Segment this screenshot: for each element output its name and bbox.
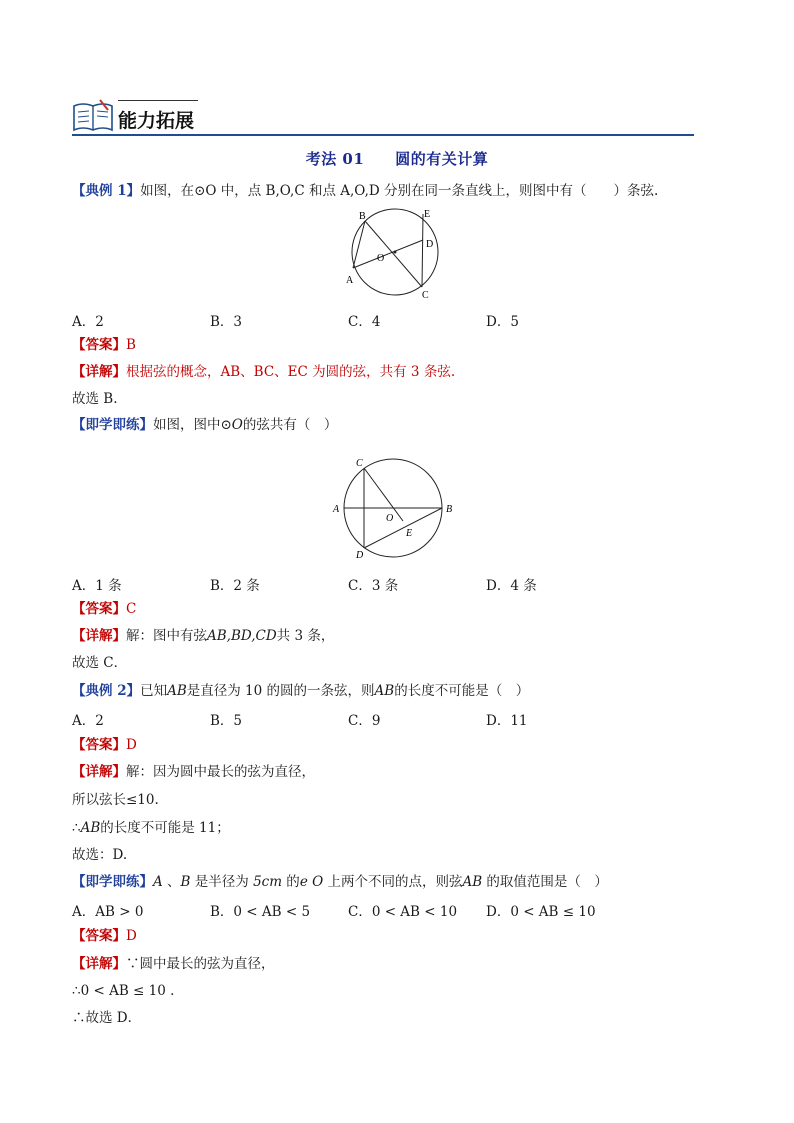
ex2-options — [72, 709, 722, 727]
ex2-question-mid: 是直径为 10 的圆的一条弦，则 — [186, 683, 375, 699]
ex2-option-a: A．2 — [72, 713, 104, 729]
ex1-option-a: A．2 — [72, 314, 104, 330]
pr1-answer-value: C — [126, 601, 137, 617]
ex1-options — [72, 310, 722, 328]
ex2-question-post: 的长度不可能是（ ） — [394, 683, 530, 699]
pr1-detail-math: AB,BD,CD — [207, 628, 277, 644]
ex1-question — [72, 182, 658, 200]
pr2-answer-tag: 【答案】 — [72, 928, 126, 944]
pr2-q-math-4: e O — [299, 874, 324, 890]
pr1-option-d: D．4 条 — [486, 578, 537, 594]
ex2-option-c: C．9 — [348, 713, 381, 729]
ex1-label-e: E — [424, 209, 431, 220]
header-title: 能力拓展 — [118, 110, 195, 132]
ex2-tag: 【典例 2】 — [72, 683, 141, 699]
ex1-option-c: C．4 — [348, 314, 381, 330]
pr1-answer — [72, 600, 136, 618]
pr2-tag: 【即学即练】 — [72, 874, 153, 890]
pr1-question-post: 的弦共有（ ） — [242, 417, 338, 433]
pr2-q-math-3: 5cm — [253, 874, 283, 890]
pr1-label-b: B — [446, 504, 453, 515]
pr2-option-b: B．0 < AB < 5 — [210, 904, 311, 920]
ex2-detail-tag: 【详解】 — [72, 764, 126, 780]
pr1-detail-post: 共 3 条， — [276, 628, 335, 644]
pr1-question-pre: 如图，图中 — [153, 417, 221, 433]
ex1-label-a: A — [346, 275, 354, 286]
pr2-detail — [72, 955, 275, 973]
pr1-detail-tag: 【详解】 — [72, 628, 126, 644]
ex1-label-o: O — [377, 253, 385, 264]
pr2-q-sep-5: 的取值范围是（ ） — [482, 874, 608, 890]
ex2-line2: 所以弦长≤10. — [72, 792, 159, 808]
pr1-answer-tag: 【答案】 — [72, 601, 126, 617]
pr1-option-a: A．1 条 — [72, 578, 122, 594]
pr1-question — [72, 416, 337, 434]
ex1-option-d: D．5 — [486, 314, 519, 330]
ex1-label-b: B — [359, 211, 366, 222]
pr2-option-c: C．0 < AB < 10 — [348, 904, 458, 920]
pr2-q-sep-2: 是半径为 — [190, 874, 254, 890]
pr1-tag: 【即学即练】 — [72, 417, 153, 433]
pr1-option-b: B．2 条 — [210, 578, 260, 594]
ex2-answer-value: D — [126, 737, 137, 753]
ex1-detail-text: 根据弦的概念，AB、BC、EC 为圆的弦，共有 3 条弦. — [126, 364, 456, 380]
pr1-detail — [72, 627, 334, 645]
pr1-label-o: O — [386, 513, 394, 524]
pr1-options — [72, 574, 722, 592]
pr2-answer-value: D — [126, 928, 137, 944]
ex1-answer-value: B — [126, 337, 136, 353]
ex2-line3 — [72, 819, 230, 837]
ex1-detail-tag: 【详解】 — [72, 364, 126, 380]
pr1-figure — [330, 455, 460, 565]
ex2-answer-tag: 【答案】 — [72, 737, 126, 753]
ex2-line3-pre: ∴ — [72, 820, 81, 836]
ex1-option-b: B．3 — [210, 314, 243, 330]
ex2-question-math-2: AB — [374, 683, 395, 699]
ex2-question — [72, 682, 529, 700]
ex1-detail — [72, 363, 455, 381]
pr2-option-d: D．0 < AB ≤ 10 — [486, 904, 596, 920]
ex2-line3-post: 的长度不可能是 11； — [100, 820, 230, 836]
pr2-answer — [72, 927, 137, 945]
pr2-q-math-5: AB — [462, 874, 483, 890]
ex1-label-d: D — [426, 239, 434, 250]
pr2-conclusion: ∴故选 D． — [72, 1010, 142, 1026]
ex1-tag: 【典例 1】 — [72, 183, 141, 199]
ex2-line3-math: AB — [80, 820, 101, 836]
pr2-question — [72, 873, 608, 891]
ex1-question-text: 如图，在⊙O 中，点 B,O,C 和点 A,O,D 分别在同一条直线上，则图中有（ ）条弦. — [140, 183, 659, 199]
ex1-conclusion: 故选 B. — [72, 391, 118, 407]
header-rule — [72, 134, 694, 136]
pr1-label-c: C — [356, 458, 363, 469]
pr2-q-sep-3: 的 — [282, 874, 300, 890]
ex2-question-math-1: AB — [167, 683, 187, 699]
pr2-q-math-1: A — [153, 874, 163, 890]
pr1-question-symbol: ⊙O — [220, 417, 243, 433]
ex2-detail — [72, 763, 315, 781]
book-icon — [72, 98, 114, 134]
pr1-conclusion: 故选 C． — [72, 655, 128, 671]
ex2-answer — [72, 736, 137, 754]
ex1-figure — [343, 206, 443, 302]
ex2-conclusion: 故选：D. — [72, 847, 128, 863]
pr1-label-d: D — [356, 550, 364, 561]
pr2-detail-tag: 【详解】 — [72, 956, 126, 972]
ex2-option-b: B．5 — [210, 713, 243, 729]
section-title: 考法 01 圆的有关计算 — [305, 150, 489, 168]
pr2-q-sep-1: 、 — [162, 874, 181, 890]
pr2-q-math-2: B — [180, 874, 191, 890]
pr2-option-a: A．AB > 0 — [72, 904, 144, 920]
ex1-answer-tag: 【答案】 — [72, 337, 126, 353]
pr2-options — [72, 900, 722, 918]
header-top-line — [118, 100, 198, 101]
pr1-label-e: E — [406, 528, 413, 539]
pr1-option-c: C．3 条 — [348, 578, 399, 594]
pr2-line2: ∴0 < AB ≤ 10 . — [72, 983, 175, 999]
pr2-q-sep-4: 上两个不同的点，则弦 — [323, 874, 463, 890]
ex1-answer — [72, 336, 136, 354]
ex1-label-c: C — [422, 290, 429, 301]
ex2-question-pre: 已知 — [140, 683, 168, 699]
pr2-detail-text: ∵圆中最长的弦为直径， — [126, 956, 275, 972]
pr1-detail-pre: 解：图中有弦 — [126, 628, 207, 644]
ex2-option-d: D．11 — [486, 713, 528, 729]
pr1-label-a: A — [333, 504, 340, 515]
ex2-detail-text: 解：因为圆中最长的弦为直径， — [126, 764, 315, 780]
